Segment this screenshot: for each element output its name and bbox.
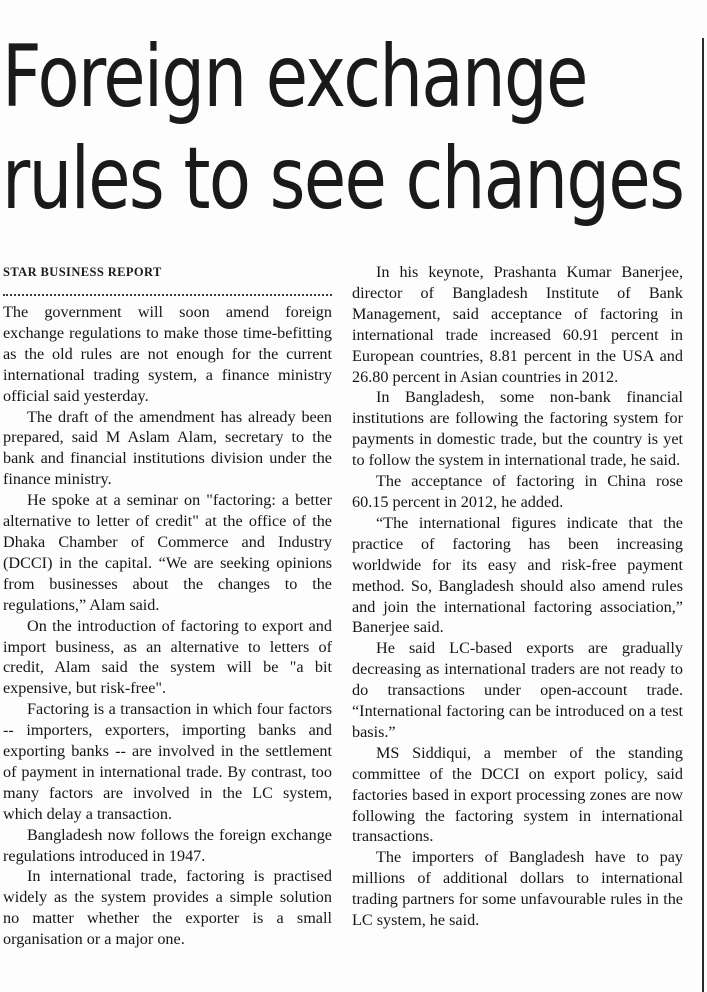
paragraph: The importers of Bangladesh have to pay millions of additional dollars to international trading partners for some unfavourable rules in the LC system, he said. — [352, 848, 683, 930]
paragraph: He spoke at a seminar on "factoring: a better alternative to letter of credit" at the office of the Dhaka Chamber of Commerce and Industry (DCCI) in the capital. “We are seeking opinions from businesses about the changes to the regulations,” Alam said. — [3, 491, 332, 614]
paragraph: The acceptance of factoring in China rose 60.15 percent in 2012, he added. — [352, 472, 683, 511]
paragraph: Factoring is a transaction in which four factors -- importers, exporters, importing banks and exporting banks -- are involved in the settlement of payment in international trade. By contrast, too many factors are involved in the LC system, which delay a transaction. — [3, 700, 332, 823]
dotted-separator — [3, 282, 332, 296]
headline-line-2: rules to see changes — [2, 129, 684, 229]
paragraph: In Bangladesh, some non-bank financial institutions are following the factoring system for payments in domestic trade, but the country is yet to follow the system in international trade, he said. — [352, 388, 683, 470]
paragraph: The draft of the amendment has already been prepared, said M Aslam Alam, secretary to the bank and financial institutions division under the finance ministry. — [3, 407, 332, 489]
paragraph: Bangladesh now follows the foreign exchange regulations introduced in 1947. — [3, 825, 332, 865]
headline — [2, 26, 684, 230]
headline-line-1: Foreign exchange — [2, 27, 587, 127]
paragraph: On the introduction of factoring to export and import business, as an alternative to letters of credit, Alam said the system will be "a bit expensive, but risk-free". — [3, 616, 332, 698]
paragraph: In international trade, factoring is practised widely as the system provides a simple solution no matter whether the exporter is a small organisation or a major one. — [3, 867, 332, 949]
paragraph: MS Siddiqui, a member of the standing committee of the DCCI on export policy, said factories based in export processing zones are now following the factoring system in international transactions. — [352, 743, 683, 846]
paragraph: He said LC-based exports are gradually decreasing as international traders are not ready to do transactions under open-account trade. “International factoring can be introduced on a test basis.” — [352, 639, 683, 741]
paragraph: “The international figures indicate that the practice of factoring has been increasing worldwide for its easy and risk-free payment method. So, Bangladesh should also amend rules and join the international factoring association,” Banerjee said. — [352, 513, 683, 637]
byline: STAR BUSINESS REPORT — [3, 265, 162, 279]
column-divider-rule — [702, 38, 704, 992]
article-column-left — [3, 262, 332, 950]
article-column-right — [352, 262, 683, 931]
paragraph: In his keynote, Prashanta Kumar Banerjee, director of Bangladesh Institute of Bank Management, said acceptance of factoring in international trade increased 60.91 percent in European countries, 8.81 percent in the USA and 26.80 percent in Asian countries in 2012. — [352, 263, 683, 386]
paragraph: The government will soon amend foreign exchange regulations to make those time-befitting as the old rules are not enough for the current international trading system, a finance ministry official said yesterday. — [3, 303, 332, 405]
